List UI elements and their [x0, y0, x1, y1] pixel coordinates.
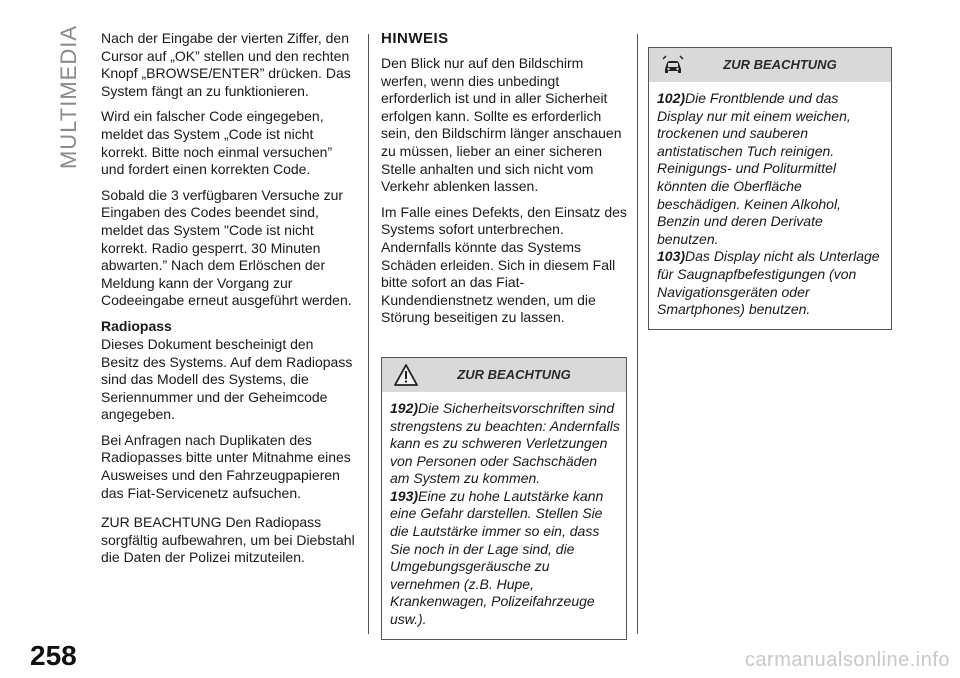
- warning-item: [657, 248, 885, 318]
- warning-item: [657, 90, 885, 248]
- warning-body: [382, 392, 626, 639]
- warning-title: ZUR BEACHTUNG: [723, 57, 837, 72]
- warning-title: ZUR BEACHTUNG: [457, 366, 571, 382]
- item-number: 102): [657, 90, 686, 106]
- item-text: Eine zu hohe Lautstärke kann eine Gefahr darstellen. Stellen Sie die Lautstärke immer so ein, dass Sie noch in der Lage sind, die Umgebungsgeräusche zu vernehmen (z.B. Hupe, Krankenwagen, Polizeifahrzeuge usw.).: [390, 487, 604, 628]
- column-1: [101, 30, 355, 575]
- paragraph: Nach der Eingabe der vierten Ziffer, den Cursor auf „OK” stellen und den rechten Knopf „BROWSE/ENTER” drücken. Das System fängt an zu funktionieren.: [101, 30, 351, 99]
- warning-box: [381, 357, 627, 640]
- item-number: 193): [390, 487, 419, 504]
- section-title: MULTIMEDIA: [56, 24, 81, 170]
- column-2: [381, 30, 627, 640]
- item-text: Das Display nicht als Unterlage für Saugnapfbefestigungen (von Navigationsgeräten oder Smartphones) benutzen.: [657, 248, 880, 318]
- paragraph: ZUR BEACHTUNG Den Radiopass sorgfältig aufbewahren, um bei Diebstahl die Daten der Polizei mitzuteilen.: [101, 514, 355, 566]
- watermark: carmanualsonline.info: [744, 649, 950, 671]
- paragraph: Den Blick nur auf den Bildschirm werfen, wenn dies unbedingt erforderlich ist und in aller Sicherheit erfolgen kann. Sollte es erforderlich sein, den Bildschirm länger anschauen zu müssen, lieber an einer sicheren Stelle anhalten und sich nicht vom Verkehr ablenken lassen.: [381, 55, 622, 195]
- subheading-radiopass: Radiopass: [101, 317, 172, 334]
- item-text: Die Frontblende und das Display nur mit einem weichen, trockenen und sauberen antistatischen Tuch reinigen. Reinigungs- und Politurmittel könnten die Oberfläche beschädigen. Keinen Alkohol, Benzin und deren Derivate benutzen.: [657, 90, 851, 247]
- warning-header: [382, 358, 626, 392]
- warning-box: [648, 47, 892, 330]
- hinweis-heading: HINWEIS: [381, 30, 449, 47]
- paragraph: Wird ein falscher Code eingegeben, meldet das System „Code ist nicht korrekt. Bitte noch einmal versuchen” und fordert einen korrekten Code.: [101, 108, 333, 178]
- column-divider: [637, 34, 638, 634]
- paragraph: Im Falle eines Defekts, den Einsatz des Systems sofort unterbrechen. Andernfalls könnte das Systems Schäden erleiden. Sich in diesem Fall bitte sofort an das Fiat-Kundendienstnetz wenden, um die Störung beseitigen zu lassen.: [381, 203, 627, 326]
- paragraph: Sobald die 3 verfügbaren Versuche zur Eingaben des Codes beendet sind, meldet das System "Code ist nicht korrekt. Radio gesperrt. 30 Minuten abwarten.” Nach dem Erlöschen der Meldung kann der Vorgang zur Codeeingabe erneut ausgeführt werden.: [101, 186, 352, 309]
- page-number: 258: [30, 640, 77, 671]
- warning-item: [390, 400, 620, 488]
- item-number: 103): [657, 248, 686, 265]
- warning-header: [649, 48, 891, 82]
- column-3: [648, 47, 892, 330]
- paragraph: Bei Anfragen nach Duplikaten des Radiopasses bitte unter Mitnahme eines Ausweises und den Fahrzeugpapieren das Fiat-Servicenetz aufsuchen.: [101, 431, 351, 501]
- warning-body: [649, 82, 891, 329]
- paragraph: Dieses Dokument bescheinigt den Besitz des Systems. Auf dem Radiopass sind das Modell des Systems, die Seriennummer und der Geheimcode angegeben.: [101, 335, 353, 423]
- item-text: Die Sicherheitsvorschriften sind strengstens zu beachten: Andernfalls kann es zu schweren Verletzungen von Personen oder Sachschäden am System zu kommen.: [390, 399, 620, 487]
- item-number: 192): [390, 399, 419, 416]
- warning-item: [390, 488, 620, 629]
- column-divider: [368, 34, 369, 634]
